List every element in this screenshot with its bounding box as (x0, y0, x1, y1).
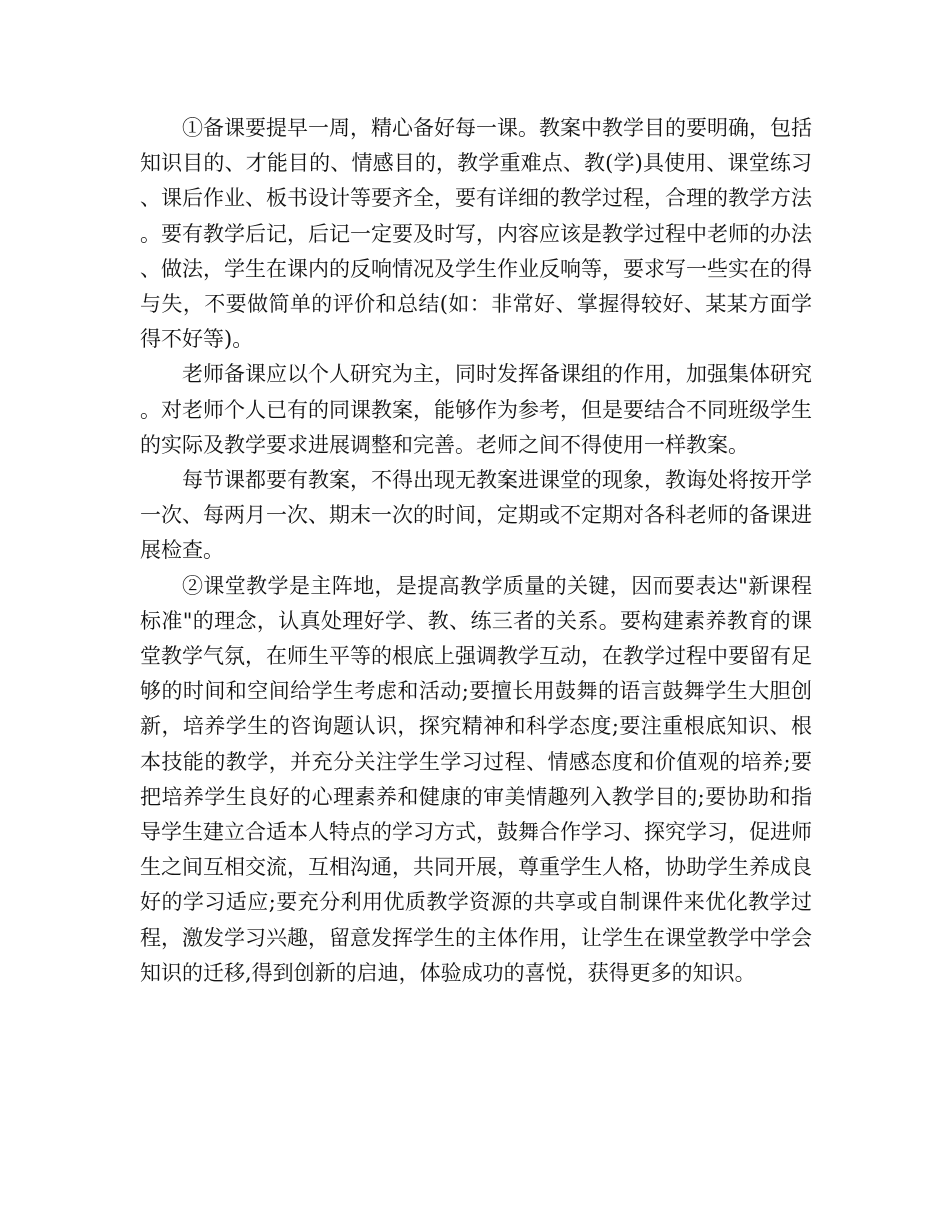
paragraph-teacher-research: 老师备课应以个人研究为主，同时发挥备课组的作用，加强集体研究。对老师个人已有的同课教案，能够作为参考，但是要结合不同班级学生的实际及教学要求进展调整和完善。老师之间不得使用一样教案。 (140, 362, 812, 457)
paragraph-lesson-preparation: ①备课要提早一周，精心备好每一课。教案中教学目的要明确，包括知识目的、才能目的、情感目的，教学重难点、教(学)具使用、课堂练习、课后作业、板书设计等要齐全，要有详细的教学过程，合理的教学方法。要有教学后记，后记一定要及时写，内容应该是教学过程中老师的办法、做法，学生在课内的反响情况及学生作业反响等，要求写一些实在的得与失，不要做简单的评价和总结(如：非常好、掌握得较好、某某方面学得不好等)。 (140, 116, 812, 352)
paragraph-lesson-plan-inspection: 每节课都要有教案，不得出现无教案进课堂的现象，教诲处将按开学一次、每两月一次、期末一次的时间，定期或不定期对各科老师的备课进展检查。 (140, 468, 812, 563)
document-body (140, 111, 812, 991)
paragraph-classroom-teaching: ②课堂教学是主阵地，是提高教学质量的关键，因而要表达"新课程标准"的理念，认真处理好学、教、练三者的关系。要构建素养教育的课堂教学气氛，在师生平等的根底上强调教学互动，在教学过程中要留有足够的时间和空间给学生考虑和活动;要擅长用鼓舞的语言鼓舞学生大胆创新，培养学生的咨询题认识，探究精神和科学态度;要注重根底知识、根本技能的教学，并充分关注学生学习过程、情感态度和价值观的培养;要把培养学生良好的心理素养和健康的审美情趣列入教学目的;要协助和指导学生建立合适本人特点的学习方式，鼓舞合作学习、探究学习，促进师生之间互相交流，互相沟通，共同开展，尊重学生人格，协助学生养成良好的学习适应;要充分利用优质教学资源的共享或自制课件来优化教学过程，激发学习兴趣，留意发挥学生的主体作用，让学生在课堂教学中学会知识的迁移,得到创新的启迪，体验成功的喜悦，获得更多的知识。 (140, 573, 812, 985)
